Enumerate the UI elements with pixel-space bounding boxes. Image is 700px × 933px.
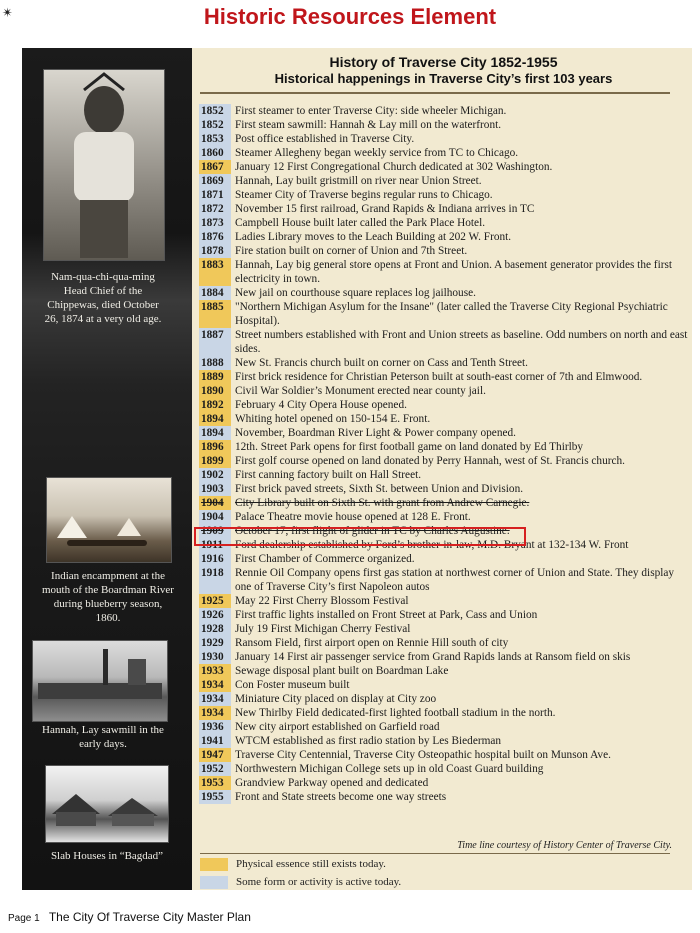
timeline-event: Northwestern Michigan College sets up in old Coast Guard building bbox=[235, 763, 544, 775]
timeline-event: Sewage disposal plant built on Boardman Lake bbox=[235, 665, 449, 677]
timeline-year: 1955 bbox=[199, 790, 231, 804]
timeline-year: 1918 bbox=[199, 566, 231, 594]
legend-divider bbox=[200, 853, 670, 854]
timeline-event: Rennie Oil Company opens first gas station at northwest corner of Union and State. They display one of Traverse City’s first Napoleon autos bbox=[235, 567, 675, 593]
timeline-row bbox=[199, 776, 691, 790]
chief-photo bbox=[43, 69, 165, 261]
timeline-row bbox=[199, 356, 691, 370]
page-number: Page 1 bbox=[8, 913, 40, 924]
timeline-row bbox=[199, 748, 691, 762]
timeline-year: 1941 bbox=[199, 734, 231, 748]
timeline-event: First golf course opened on land donated by Perry Hannah, west of St. Francis church. bbox=[235, 455, 625, 467]
timeline-row bbox=[199, 678, 691, 692]
timeline-year: 1902 bbox=[199, 468, 231, 482]
timeline-event: First Chamber of Commerce organized. bbox=[235, 553, 415, 565]
timeline-row bbox=[199, 496, 691, 510]
timeline-row bbox=[199, 300, 691, 328]
timeline-year: 1953 bbox=[199, 776, 231, 790]
timeline-event: Miniature City placed on display at City zoo bbox=[235, 693, 437, 705]
timeline-event: New jail on courthouse square replaces log jailhouse. bbox=[235, 287, 476, 299]
timeline-row bbox=[199, 720, 691, 734]
timeline-row bbox=[199, 608, 691, 622]
timeline-event: Ladies Library moves to the Leach Building at 202 W. Front. bbox=[235, 231, 512, 243]
timeline-event: Campbell House built later called the Park Place Hotel. bbox=[235, 217, 486, 229]
timeline-list bbox=[199, 104, 691, 804]
legend-label: Physical essence still exists today. bbox=[236, 858, 386, 870]
timeline-event: Grandview Parkway opened and dedicated bbox=[235, 777, 429, 789]
timeline-row bbox=[199, 230, 691, 244]
timeline-event: First traffic lights installed on Front Street at Park, Cass and Union bbox=[235, 609, 538, 621]
timeline-year: 1947 bbox=[199, 748, 231, 762]
timeline-event: November, Boardman River Light & Power company opened. bbox=[235, 427, 516, 439]
timeline-year: 1911 bbox=[199, 538, 231, 552]
legend-label: Some form or activity is active today. bbox=[236, 876, 402, 888]
timeline-year: 1867 bbox=[199, 160, 231, 174]
timeline-year: 1909 bbox=[199, 524, 231, 538]
timeline-event: July 19 First Michigan Cherry Festival bbox=[235, 623, 411, 635]
timeline-row bbox=[199, 398, 691, 412]
timeline-event: First canning factory built on Hall Street. bbox=[235, 469, 422, 481]
timeline-title: History of Traverse City 1852-1955 bbox=[329, 54, 558, 70]
timeline-row bbox=[199, 566, 691, 594]
page-footer bbox=[8, 910, 251, 924]
timeline-year: 1904 bbox=[199, 510, 231, 524]
timeline-year: 1853 bbox=[199, 132, 231, 146]
timeline-row bbox=[199, 370, 691, 384]
timeline-row bbox=[199, 510, 691, 524]
encampment-caption: Indian encampment at the mouth of the Boardman River during blueberry season, 1860. bbox=[42, 570, 174, 624]
timeline-year: 1876 bbox=[199, 230, 231, 244]
timeline-year: 1928 bbox=[199, 622, 231, 636]
timeline-event: Front and State streets become one way streets bbox=[235, 791, 447, 803]
timeline-event: New Thirlby Field dedicated-first lighted football stadium in the north. bbox=[235, 707, 556, 719]
timeline-event: First brick residence for Christian Peterson built at south-east corner of 7th and Elmwood. bbox=[235, 371, 643, 383]
timeline-event: Ransom Field, first airport open on Rennie Hill south of city bbox=[235, 637, 509, 649]
timeline-subtitle: Historical happenings in Traverse City’s first 103 years bbox=[274, 71, 613, 86]
chief-caption: Nam-qua-chi-qua-ming Head Chief of the Chippewas, died October 26, 1874 at a very old age. bbox=[44, 271, 162, 325]
timeline-year: 1852 bbox=[199, 118, 231, 132]
timeline-year: 1903 bbox=[199, 482, 231, 496]
timeline-row bbox=[199, 482, 691, 496]
timeline-row bbox=[199, 552, 691, 566]
timeline-year: 1890 bbox=[199, 384, 231, 398]
timeline-event: Steamer Allegheny began weekly service from TC to Chicago. bbox=[235, 147, 519, 159]
timeline-year: 1925 bbox=[199, 594, 231, 608]
timeline-year: 1894 bbox=[199, 412, 231, 426]
timeline-year: 1916 bbox=[199, 552, 231, 566]
timeline-year: 1885 bbox=[199, 300, 231, 328]
timeline-row bbox=[199, 594, 691, 608]
timeline-event: January 14 First air passenger service from Grand Rapids lands at Ransom field on skis bbox=[235, 651, 631, 663]
timeline-year: 1852 bbox=[199, 104, 231, 118]
footer-text: The City Of Traverse City Master Plan bbox=[48, 910, 251, 924]
timeline-event: Ford dealership established by Ford’s brother-in-law, M.D. Bryant at 132-134 W. Front bbox=[235, 539, 629, 551]
timeline-year: 1934 bbox=[199, 678, 231, 692]
timeline-row bbox=[199, 734, 691, 748]
timeline-year: 1894 bbox=[199, 426, 231, 440]
timeline-year: 1878 bbox=[199, 244, 231, 258]
timeline-year: 1871 bbox=[199, 188, 231, 202]
timeline-year: 1934 bbox=[199, 692, 231, 706]
sawmill-photo bbox=[32, 640, 168, 722]
timeline-event: Con Foster museum built bbox=[235, 679, 350, 691]
timeline-year: 1889 bbox=[199, 370, 231, 384]
timeline-row bbox=[199, 692, 691, 706]
corner-mark-icon: ✴ bbox=[2, 6, 13, 21]
legend-item bbox=[200, 874, 401, 890]
encampment-photo bbox=[46, 477, 172, 563]
timeline-year: 1887 bbox=[199, 328, 231, 356]
timeline-year: 1926 bbox=[199, 608, 231, 622]
timeline-row bbox=[199, 286, 691, 300]
timeline-row bbox=[199, 622, 691, 636]
timeline-event: February 4 City Opera House opened. bbox=[235, 399, 407, 411]
timeline-row bbox=[199, 636, 691, 650]
timeline-row bbox=[199, 762, 691, 776]
timeline-event: City Library built on Sixth St. with grant from Andrew Carnegie. bbox=[235, 497, 530, 509]
timeline-year: 1952 bbox=[199, 762, 231, 776]
timeline-year: 1929 bbox=[199, 636, 231, 650]
timeline-event: Traverse City Centennial, Traverse City Osteopathic hospital built on Munson Ave. bbox=[235, 749, 611, 761]
timeline-event: January 12 First Congregational Church dedicated at 302 Washington. bbox=[235, 161, 553, 173]
timeline-row bbox=[199, 328, 691, 356]
timeline-row bbox=[199, 118, 691, 132]
timeline-row bbox=[199, 188, 691, 202]
timeline-row bbox=[199, 426, 691, 440]
timeline-event: Hannah, Lay big general store opens at Front and Union. A basement generator provides the first electricity in town. bbox=[235, 259, 673, 285]
timeline-year: 1933 bbox=[199, 664, 231, 678]
timeline-event: New city airport established on Garfield road bbox=[235, 721, 440, 733]
timeline-event: First brick paved streets, Sixth St. between Union and Division. bbox=[235, 483, 524, 495]
timeline-row bbox=[199, 202, 691, 216]
timeline-row bbox=[199, 146, 691, 160]
timeline-year: 1934 bbox=[199, 706, 231, 720]
timeline-event: "Northern Michigan Asylum for the Insane" (later called the Traverse City Regional Psychiatric Hospital). bbox=[235, 301, 668, 327]
timeline-event: First steamer to enter Traverse City: side wheeler Michigan. bbox=[235, 105, 507, 117]
timeline-row bbox=[199, 664, 691, 678]
timeline-row bbox=[199, 244, 691, 258]
timeline-year: 1896 bbox=[199, 440, 231, 454]
timeline-row bbox=[199, 454, 691, 468]
highlight-box bbox=[194, 527, 526, 546]
timeline-event: Fire station built on corner of Union and 7th Street. bbox=[235, 245, 468, 257]
timeline-row bbox=[199, 706, 691, 720]
timeline-event: Whiting hotel opened on 150-154 E. Front. bbox=[235, 413, 431, 425]
timeline-event: Hannah, Lay built gristmill on river near Union Street. bbox=[235, 175, 482, 187]
timeline-year: 1869 bbox=[199, 174, 231, 188]
timeline-event: Street numbers established with Front and Union streets as baseline. Odd numbers on north and east sides. bbox=[235, 329, 688, 355]
timeline-year: 1860 bbox=[199, 146, 231, 160]
timeline-year: 1936 bbox=[199, 720, 231, 734]
slab-houses-caption: Slab Houses in “Bagdad” bbox=[50, 850, 164, 862]
timeline-event: WTCM established as first radio station by Les Biederman bbox=[235, 735, 502, 747]
legend-swatch-active bbox=[200, 876, 228, 889]
timeline-row bbox=[199, 160, 691, 174]
page-title: Historic Resources Element bbox=[203, 4, 497, 29]
timeline-row bbox=[199, 468, 691, 482]
legend-item bbox=[200, 856, 401, 872]
timeline-credit: Time line courtesy of History Center of Traverse City. bbox=[457, 840, 672, 851]
slab-houses-photo bbox=[45, 765, 169, 843]
timeline-year: 1930 bbox=[199, 650, 231, 664]
timeline-row bbox=[199, 258, 691, 286]
timeline-event: May 22 First Cherry Blossom Festival bbox=[235, 595, 409, 607]
title-divider bbox=[200, 92, 670, 94]
timeline-year: 1892 bbox=[199, 398, 231, 412]
timeline-event: Post office established in Traverse City. bbox=[235, 133, 415, 145]
timeline-event: Palace Theatre movie house opened at 128 E. Front. bbox=[235, 511, 471, 523]
timeline-event: New St. Francis church built on corner on Cass and Tenth Street. bbox=[235, 357, 528, 369]
timeline-event: First steam sawmill: Hannah & Lay mill on the waterfront. bbox=[235, 119, 502, 131]
timeline-event: October 17, first flight of glider in TC by Charles Augustine. bbox=[235, 525, 510, 537]
timeline-row bbox=[199, 384, 691, 398]
timeline-year: 1884 bbox=[199, 286, 231, 300]
legend bbox=[200, 856, 401, 892]
timeline-event: Civil War Soldier’s Monument erected near county jail. bbox=[235, 385, 486, 397]
timeline-row bbox=[199, 104, 691, 118]
timeline-year: 1888 bbox=[199, 356, 231, 370]
timeline-row bbox=[199, 412, 691, 426]
legend-swatch-physical bbox=[200, 858, 228, 871]
timeline-event: November 15 first railroad, Grand Rapids & Indiana arrives in TC bbox=[235, 203, 535, 215]
timeline-year: 1883 bbox=[199, 258, 231, 286]
timeline-row bbox=[199, 174, 691, 188]
timeline-event: Steamer City of Traverse begins regular runs to Chicago. bbox=[235, 189, 493, 201]
timeline-row bbox=[199, 440, 691, 454]
timeline-year: 1904 bbox=[199, 496, 231, 510]
timeline-year: 1873 bbox=[199, 216, 231, 230]
timeline-year: 1899 bbox=[199, 454, 231, 468]
timeline-year: 1872 bbox=[199, 202, 231, 216]
timeline-row bbox=[199, 650, 691, 664]
timeline-row bbox=[199, 790, 691, 804]
timeline-row bbox=[199, 216, 691, 230]
timeline-event: 12th. Street Park opens for first football game on land donated by Ed Thirlby bbox=[235, 441, 584, 453]
sawmill-caption: Hannah, Lay sawmill in the early days. bbox=[42, 724, 164, 750]
timeline-row bbox=[199, 132, 691, 146]
